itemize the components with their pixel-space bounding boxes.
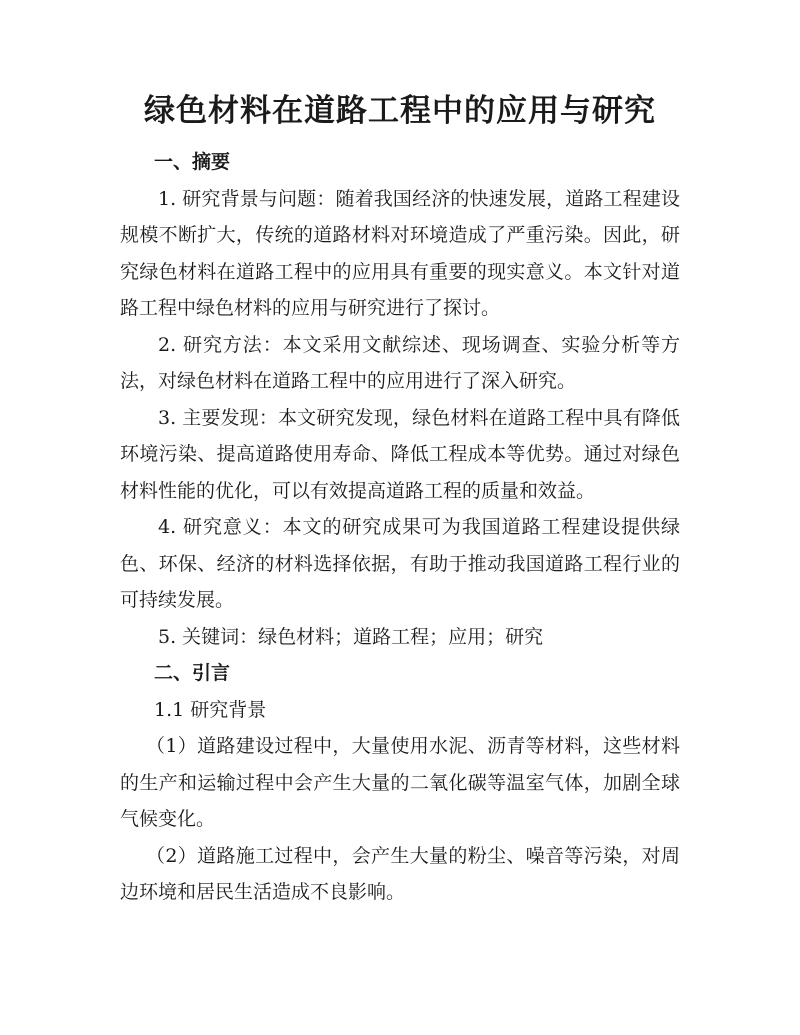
abstract-item-text: 关键词：绿色材料；道路工程；应用；研究 <box>182 625 544 648</box>
abstract-item-text: 研究意义：本文的研究成果可为我国道路工程建设提供绿色、环保、经济的材料选择依据，有助于推动我国道路工程行业的可持续发展。 <box>120 516 680 611</box>
document-title: 绿色材料在道路工程中的应用与研究 <box>144 93 656 129</box>
abstract-item-1 <box>120 181 680 327</box>
abstract-item-text: 研究背景与问题：随着我国经济的快速发展，道路工程建设规模不断扩大，传统的道路材料对环境造成了严重污染。因此，研究绿色材料在道路工程中的应用具有重要的现实意义。本文针对道路工程中绿色材料的应用与研究进行了探讨。 <box>120 187 680 319</box>
section-heading-abstract: 一、摘要 <box>154 151 231 173</box>
abstract-item-number: 2. <box>158 333 177 356</box>
abstract-item-text: 主要发现：本文研究发现，绿色材料在道路工程中具有降低环境污染、提高道路使用寿命、降低工程成本等优势。通过对绿色材料性能的优化，可以有效提高道路工程的质量和效益。 <box>120 406 680 502</box>
abstract-item-2 <box>120 327 680 400</box>
document-body <box>120 144 680 911</box>
abstract-item-number: 3. <box>158 406 177 429</box>
abstract-item-4 <box>120 509 680 619</box>
intro-item-2: （2）道路施工过程中，会产生大量的粉尘、噪音等污染，对周边环境和居民生活造成不良影响。 <box>120 844 680 903</box>
abstract-item-5 <box>120 619 680 656</box>
intro-item-1: （1）道路建设过程中，大量使用水泥、沥青等材料，这些材料的生产和运输过程中会产生大量的二氧化碳等温室气体，加剧全球气候变化。 <box>120 735 680 830</box>
abstract-item-3 <box>120 400 680 510</box>
section-heading-intro: 二、引言 <box>154 662 231 684</box>
abstract-item-number: 5. <box>158 625 177 648</box>
abstract-item-text: 研究方法：本文采用文献综述、现场调查、实验分析等方法，对绿色材料在道路工程中的应用进行了深入研究。 <box>120 333 680 392</box>
abstract-item-number: 1. <box>158 187 177 210</box>
subsection-heading-background: 1.1 研究背景 <box>154 698 267 721</box>
abstract-item-number: 4. <box>158 516 177 538</box>
